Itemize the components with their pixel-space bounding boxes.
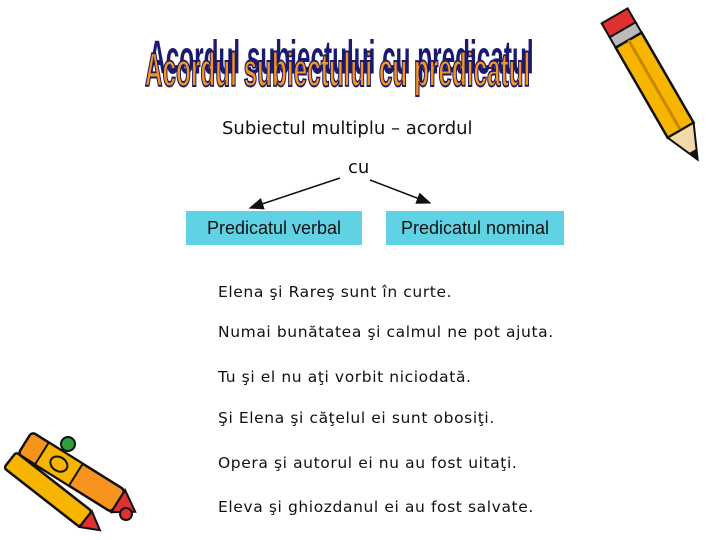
example-3: Tu şi el nu aţi vorbit niciodată. [218, 368, 472, 386]
arrow-right [370, 180, 430, 203]
example-4: Şi Elena şi căţelul ei sunt obosiţi. [218, 409, 495, 427]
example-5: Opera şi autorul ei nu au fost uitaţi. [218, 454, 518, 472]
subtitle-line2: cu [348, 157, 370, 178]
page-title-shadow: Acordul subiectului cu predicatul [148, 36, 534, 85]
example-1: Elena şi Rareş sunt în curte. [218, 283, 453, 301]
example-6: Eleva şi ghiozdanul ei au fost salvate. [218, 498, 534, 516]
arrow-left [250, 178, 340, 208]
page-title-text: Acordul subiectului cu predicatul [144, 43, 531, 97]
example-2: Numai bunătatea şi calmul ne pot ajuta. [218, 323, 554, 341]
pencil-icon [598, 4, 718, 174]
crayons-icon [0, 430, 145, 538]
box-predicatul-nominal: Predicatul nominal [386, 211, 564, 245]
subtitle-line1: Subiectul multiplu – acordul [222, 118, 473, 139]
box-predicatul-verbal: Predicatul verbal [186, 211, 362, 245]
